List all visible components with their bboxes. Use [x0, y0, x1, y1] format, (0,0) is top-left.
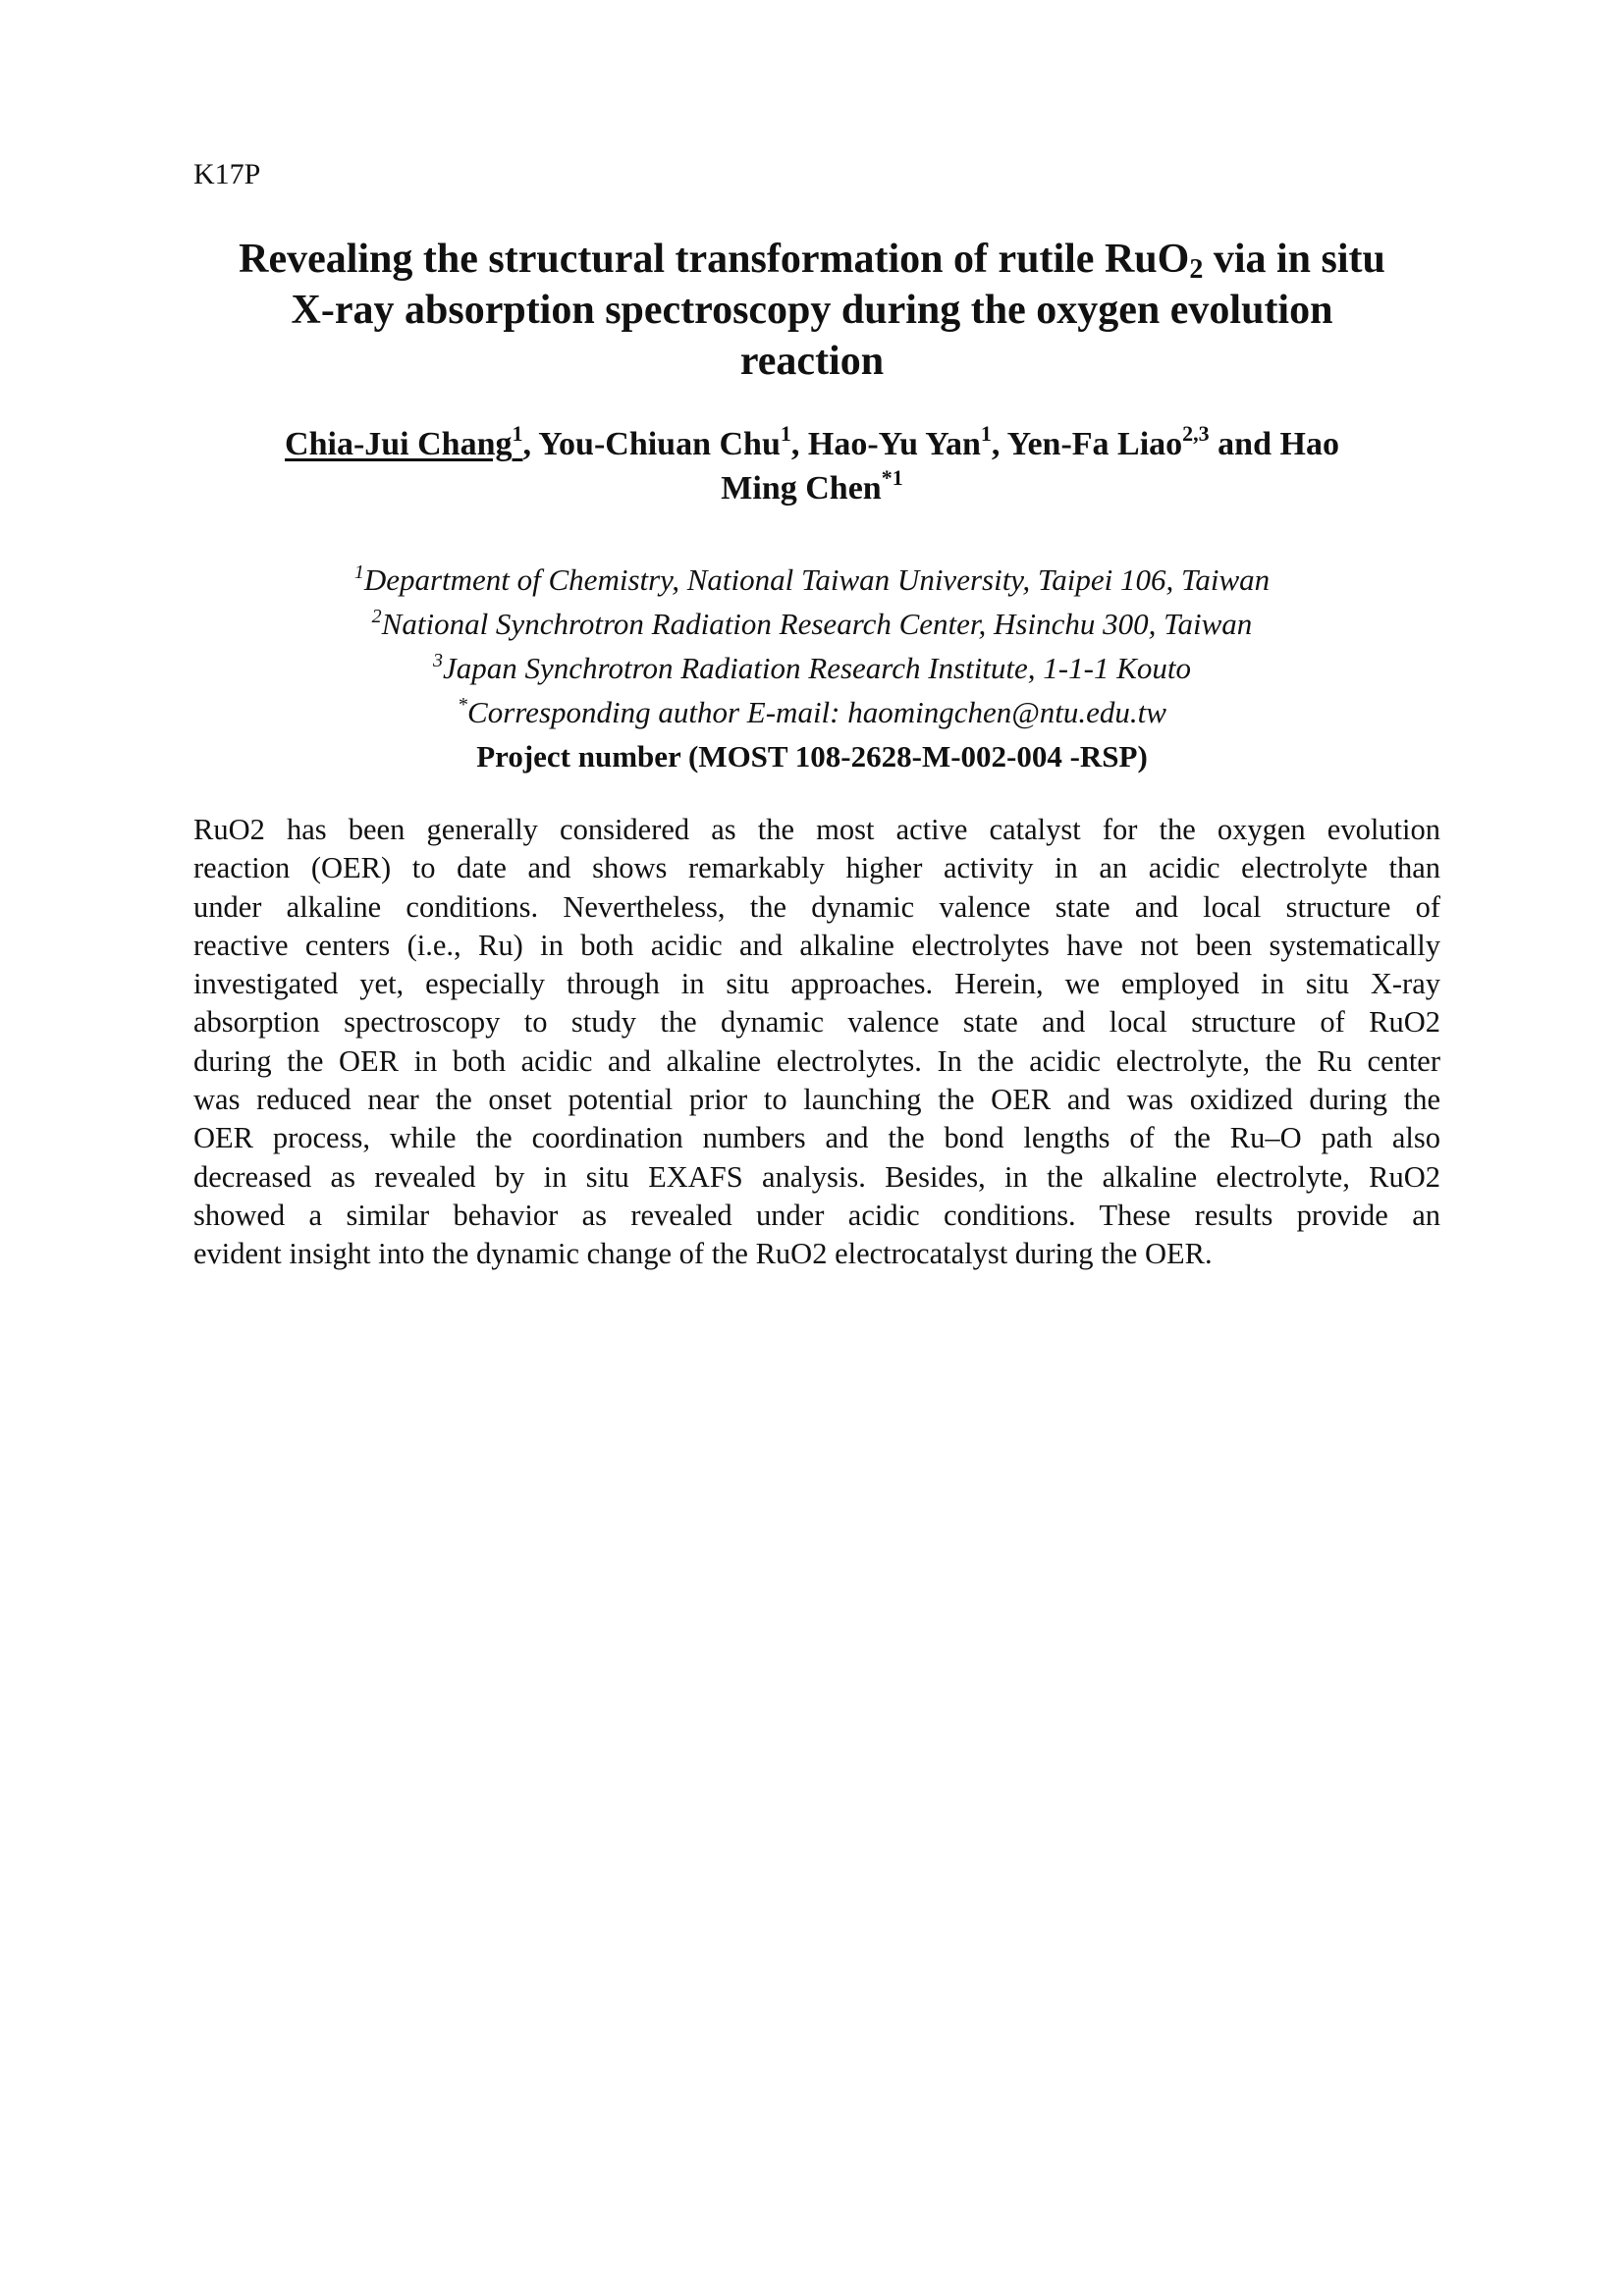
affiliation: $^3$Japan Synchrotron Radiation Research Institute, 1-1-1 Kouto: [433, 650, 1191, 685]
abstract-line: evident insight into the dynamic change of the RuO2 electrocatalyst during the OER.: [193, 1237, 1213, 1271]
affiliation: $^2$National Synchrotron Radiation Research Center, Hsinchu 300, Taiwan: [371, 606, 1253, 641]
title-line-3: reaction: [739, 339, 885, 384]
abstract-line: was reduced near the onset potential prior to launching the OER and was oxidized during the: [193, 1083, 1440, 1117]
presenting-author: Chia-Jui Chang$^1$: [285, 421, 523, 462]
abstract-line: investigated yet, especially through in situ approaches. Herein, we employed in situ X-ray: [193, 967, 1440, 1001]
abstract-body: [193, 811, 1440, 1274]
abstract-line: under alkaline conditions. Nevertheless, the dynamic valence state and local structure of: [193, 889, 1440, 924]
abstract-line: reaction (OER) to date and shows remarkably higher activity in an acidic electrolyte than: [193, 851, 1440, 885]
affiliations: [187, 558, 1437, 778]
author: Hao-Yu Yan: [807, 426, 981, 462]
abstract-line: during the OER in both acidic and alkaline electrolytes. In the acidic electrolyte, the Ru center: [193, 1043, 1440, 1078]
author: Hao: [1279, 426, 1339, 462]
author: Ming Chen: [721, 470, 882, 507]
abstract-line: decreased as revealed by in situ EXAFS analysis. Besides, in the alkaline electrolyte, RuO2: [193, 1159, 1440, 1194]
abstract-code: K17P: [193, 158, 261, 190]
author: Yen-Fa Liao: [1006, 426, 1183, 462]
abstract-line: reactive centers (i.e., Ru) in both acidic and alkaline electrolytes have not been systematically: [193, 928, 1440, 962]
abstract-line: showed a similar behavior as revealed under acidic conditions. These results provide an: [193, 1198, 1440, 1232]
project-number: Project number (MOST 108-2628-M-002-004 -RSP): [476, 739, 1148, 774]
author-line-1: Chia-Jui Chang$^1$, You-Chiuan Chu$^1$, Hao-Yu Yan$^1$, Yen-Fa Liao$^{2,3}$ and Hao: [285, 421, 1339, 462]
affiliation: $^1$Department of Chemistry, National Taiwan University, Taipei 106, Taiwan: [353, 561, 1271, 597]
author: You-Chiuan Chu: [538, 426, 781, 462]
author-list: [187, 422, 1437, 510]
title-line-2: X-ray absorption spectroscopy during the oxygen evolution: [291, 288, 1333, 333]
abstract-line: absorption spectroscopy to study the dynamic valence state and local structure of RuO2: [193, 1005, 1440, 1040]
title-line-1: Revealing the structural transformation of rutile RuO$_2$ via in situ: [239, 237, 1385, 285]
author-line-2: Ming Chen$^{*1}$: [721, 465, 903, 507]
title-subscript: 2: [1189, 254, 1204, 285]
abstract-line: OER process, while the coordination numbers and the bond lengths of the Ru–O path also: [193, 1121, 1440, 1155]
corresponding-author: *Corresponding author E-mail: haomingchen@ntu.edu.tw: [458, 694, 1166, 729]
abstract-line: RuO2 has been generally considered as the most active catalyst for the oxygen evolution: [193, 813, 1440, 846]
paper-title: [157, 234, 1467, 387]
